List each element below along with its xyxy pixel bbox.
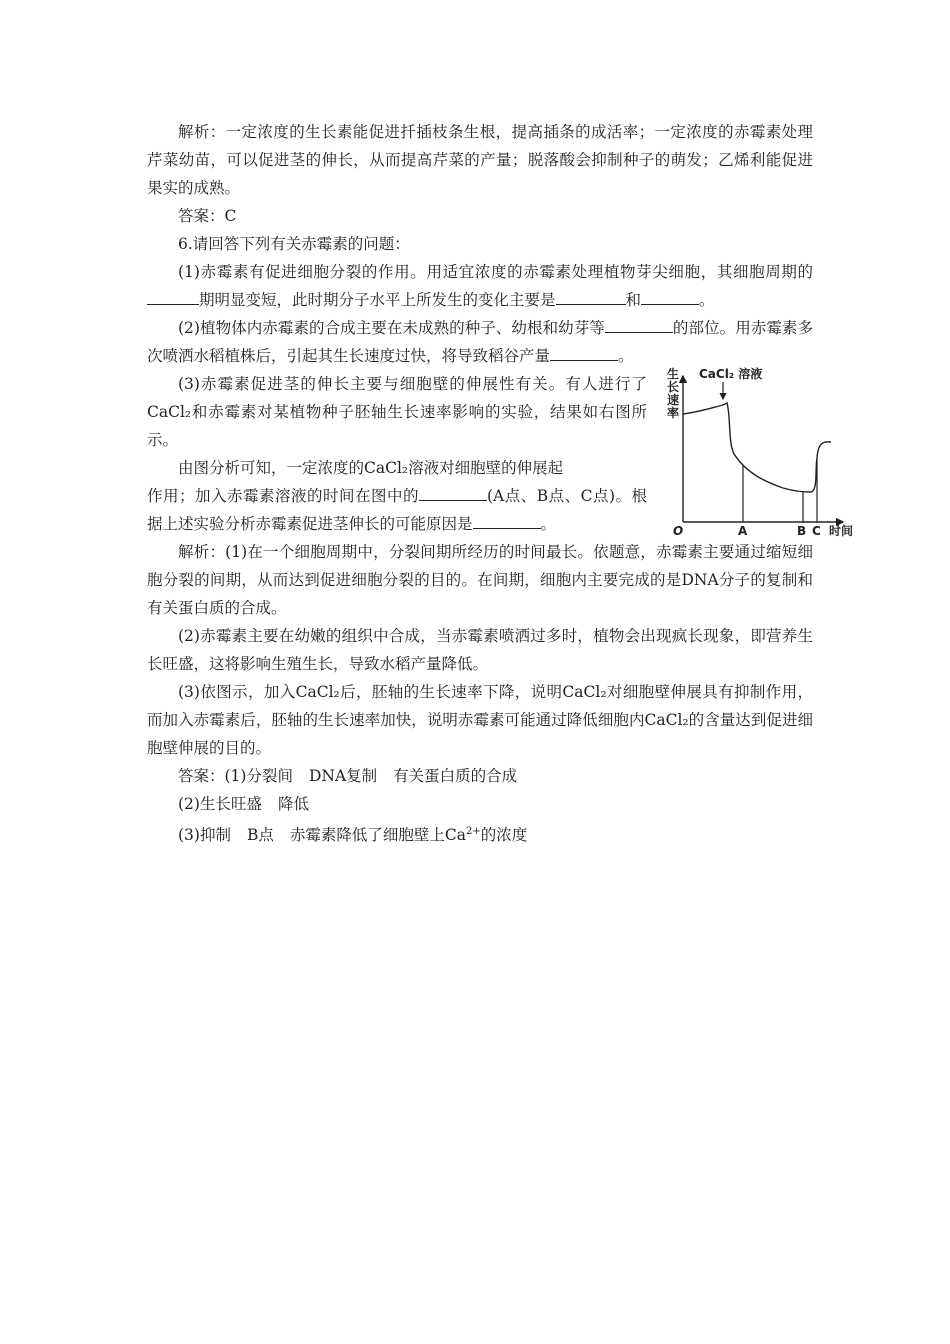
growth-rate-figure [667, 367, 861, 538]
document-page [147, 118, 854, 849]
q6-title: 6.请回答下列有关赤霉素的问题： [178, 235, 410, 253]
y-axis-label-3: 速 [667, 393, 680, 407]
answer-3-superscript: 2+ [465, 826, 481, 837]
q6-part3-question [147, 454, 647, 538]
answer-2-a: (2)生长旺盛 [178, 795, 262, 813]
q6-part1-text-d: 。 [699, 291, 715, 309]
q6-answer-1 [147, 762, 813, 790]
q6-part2-text-b: 的部位。用赤霉素多次喷洒水稻植株后，引起其生长速度过快，将导致稻谷产量 [147, 319, 813, 365]
q6-part3-block [147, 367, 854, 538]
q5-analysis: 解析：一定浓度的生长素能促进扦插枝条生根，提高插条的成活率；一定浓度的赤霉素处理芹菜幼苗，可以促进茎的伸长，从而提高芹菜的产量；脱落酸会抑制种子的萌发；乙烯利能促进果实的成熟。 [147, 123, 813, 197]
y-axis-label-1: 生 [667, 367, 680, 381]
answer-3-d: 的浓度 [480, 826, 528, 845]
answer-blank-7[interactable] [473, 510, 541, 529]
y-axis-label-4: 率 [667, 406, 680, 420]
answer-3-a: (3)抑制 [178, 826, 231, 845]
answer-3-c: 赤霉素降低了细胞壁上Ca [289, 826, 466, 845]
q6-part2-text-a: (2)植物体内赤霉素的合成主要在未成熟的种子、幼根和幼芽等 [178, 319, 605, 337]
q6-part3-text-b: 由图分析可知，一定浓度的CaCl₂溶液对细胞壁的伸展起 [178, 459, 564, 477]
answer-blank-5[interactable] [550, 342, 618, 361]
cacl2-annotation: CaCl₂ 溶液 [699, 367, 763, 381]
tick-label-a: A [738, 524, 748, 538]
answer-blank-3[interactable] [641, 286, 699, 305]
q6-part3-text-c: 作用；加入赤霉素溶液的时间在图中的 [147, 487, 419, 505]
answer-blank-4[interactable] [605, 314, 673, 333]
q6-analysis-3: (3)依图示，加入CaCl₂后，胚轴的生长速率下降，说明CaCl₂对细胞壁伸展具有抑制作用，而加入赤霉素后，胚轴的生长速率加快，说明赤霉素可能通过降低细胞内CaCl₂的含量达到促进细胞壁伸展的目的。 [147, 683, 813, 757]
q6-part3-text-d: (A点、B点、C点)。根据上述实验分析赤霉素促进茎伸长的可能原因是 [147, 487, 647, 533]
q6-part2-text-c: 。 [618, 347, 634, 365]
q6-analysis-2: (2)赤霉素主要在幼嫩的组织中合成，当赤霉素喷洒过多时，植物会出现疯长现象，即营养生长旺盛，这将影响生殖生长，导致水稻产量降低。 [147, 627, 813, 673]
q6-part3-intro: (3)赤霉素促进茎的伸长主要与细胞壁的伸展性有关。有人进行了CaCl₂和赤霉素对某植物种子胚轴生长速率影响的实验，结果如右图所示。 [147, 375, 647, 449]
answer-blank-1[interactable] [147, 286, 199, 305]
q6-part1-text-c: 和 [625, 291, 642, 309]
q6-part2 [147, 314, 813, 370]
answer-blank-2[interactable] [556, 286, 626, 305]
answer-3-b: B点 [246, 826, 274, 845]
y-axis-label-2: 长 [667, 380, 680, 394]
answer-1-c: 有关蛋白质的合成 [393, 767, 518, 785]
q6-part1-text-a: (1)赤霉素有促进细胞分裂的作用。用适宜浓度的赤霉素处理植物芽尖细胞，其细胞周期的 [178, 263, 813, 281]
x-axis-label: 时间 [829, 524, 854, 538]
tick-label-c: C [812, 524, 821, 538]
q6-answer-2 [147, 790, 813, 818]
answer-1-b: DNA复制 [308, 767, 378, 785]
growth-rate-curve [683, 403, 831, 492]
q6-part3-text-e: 。 [540, 515, 557, 533]
answer-2-b: 降低 [277, 795, 309, 813]
tick-label-b: B [797, 524, 807, 538]
q6-part1 [147, 258, 813, 314]
answer-blank-6[interactable] [419, 482, 487, 501]
origin-label: O [673, 524, 684, 538]
growth-rate-plot [671, 367, 861, 535]
q5-answer: 答案：C [178, 207, 237, 225]
q6-answer-3 [147, 818, 813, 849]
q6-part1-text-b: 期明显变短，此时期分子水平上所发生的变化主要是 [199, 291, 556, 309]
answer-1-label: 答案：(1)分裂间 [178, 767, 293, 785]
q6-analysis-1: 解析：(1)在一个细胞周期中，分裂间期所经历的时间最长。依题意，赤霉素主要通过缩短细胞分裂的间期，从而达到促进细胞分裂的目的。在间期，细胞内主要完成的是DNA分子的复制和有关蛋白质的合成。 [147, 543, 813, 617]
